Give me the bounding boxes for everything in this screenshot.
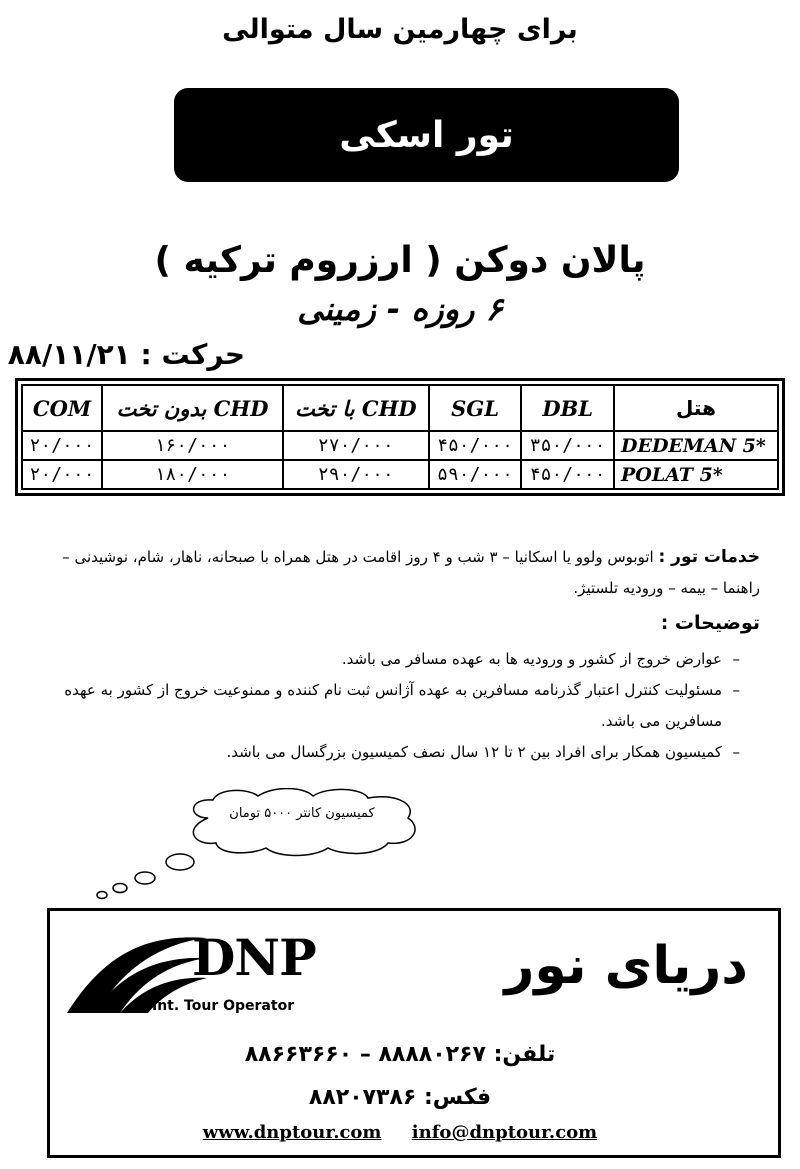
contact-links bbox=[0, 1122, 800, 1143]
price-sgl: ۵۹۰/۰۰۰ bbox=[429, 460, 522, 489]
header-chd-nobed: CHD بدون تخت bbox=[102, 385, 283, 431]
thought-bubble-icon bbox=[178, 788, 426, 858]
duration-heading: ۶ روزه - زمینی bbox=[297, 290, 503, 328]
website-link[interactable]: www.dnptour.com bbox=[202, 1122, 382, 1143]
table-header-row bbox=[22, 385, 778, 431]
services-text: اتوبوس ولوو یا اسکانیا – ۳ شب و ۴ روز اقامت در هتل همراه با صبحانه، ناهار، شام، نوشیدنی – راهنما – بیمه – ورودیه تلستیژ. bbox=[62, 548, 760, 597]
header-chd-bed: CHD با تخت bbox=[283, 385, 429, 431]
list-item: – کمیسیون همکار برای افراد بین ۲ تا ۱۲ سال نصف کمیسیون بزرگسال می باشد. bbox=[32, 737, 722, 768]
company-name: دریای نور bbox=[504, 936, 748, 996]
header-hotel: هتل bbox=[614, 385, 778, 431]
hotel-name: DEDEMAN 5* bbox=[614, 431, 778, 460]
destination-heading: پالان دوکن ( ارزروم ترکیه ) bbox=[154, 240, 646, 281]
price-chd-bed: ۲۷۰/۰۰۰ bbox=[283, 431, 429, 460]
price-table bbox=[21, 384, 779, 490]
departure-line bbox=[8, 338, 245, 371]
bubble-text: کمیسیون کانتر ۵۰۰۰ تومان bbox=[229, 806, 375, 821]
list-item: – عوارض خروج از کشور و ورودیه ها به عهده مسافر می باشد. bbox=[32, 644, 722, 675]
price-com: ۲۰/۰۰۰ bbox=[22, 431, 102, 460]
title-banner bbox=[174, 88, 679, 182]
departure-date: ۸۸/۱۱/۲۱ bbox=[7, 338, 131, 371]
notes-title: توضیحات : bbox=[660, 612, 760, 634]
hotel-name: POLAT 5* bbox=[614, 460, 778, 489]
price-chd-nobed: ۱۸۰/۰۰۰ bbox=[102, 460, 283, 489]
fax-line: فکس: ۸۸۲۰۷۳۸۶ bbox=[308, 1085, 492, 1110]
phone-line: تلفن: ۸۸۸۸۰۲۶۷ – ۸۸۶۶۳۶۶۰ bbox=[244, 1042, 556, 1067]
header-sgl: SGL bbox=[429, 385, 522, 431]
dnp-logo bbox=[62, 918, 352, 1028]
price-chd-nobed: ۱۶۰/۰۰۰ bbox=[102, 431, 283, 460]
header-com: COM bbox=[22, 385, 102, 431]
price-dbl: ۳۵۰/۰۰۰ bbox=[521, 431, 614, 460]
page-title: تور اسکی bbox=[339, 114, 514, 156]
price-table-frame bbox=[15, 378, 785, 496]
bubble-trail-icon bbox=[90, 850, 200, 900]
email-link[interactable]: info@dnptour.com bbox=[411, 1122, 598, 1143]
table-row bbox=[22, 460, 778, 489]
price-dbl: ۴۵۰/۰۰۰ bbox=[521, 460, 614, 489]
header-dbl: DBL bbox=[521, 385, 614, 431]
list-item: – مسئولیت کنترل اعتبار گذرنامه مسافرین به عهده آژانس ثبت نام کننده و ممنوعیت خروج از کشور به عهده مسافرین می باشد. bbox=[32, 675, 722, 737]
price-chd-bed: ۲۹۰/۰۰۰ bbox=[283, 460, 429, 489]
table-row bbox=[22, 431, 778, 460]
top-line: برای چهارمین سال متوالی bbox=[222, 14, 578, 45]
logo-subtitle: Int. Tour Operator bbox=[152, 998, 295, 1014]
price-sgl: ۴۵۰/۰۰۰ bbox=[429, 431, 522, 460]
departure-label: حرکت : bbox=[140, 338, 245, 371]
price-com: ۲۰/۰۰۰ bbox=[22, 460, 102, 489]
services-paragraph bbox=[30, 542, 760, 604]
notes-list bbox=[32, 644, 722, 768]
logo-text: DNP bbox=[192, 928, 316, 987]
services-label: خدمات تور : bbox=[658, 547, 760, 567]
